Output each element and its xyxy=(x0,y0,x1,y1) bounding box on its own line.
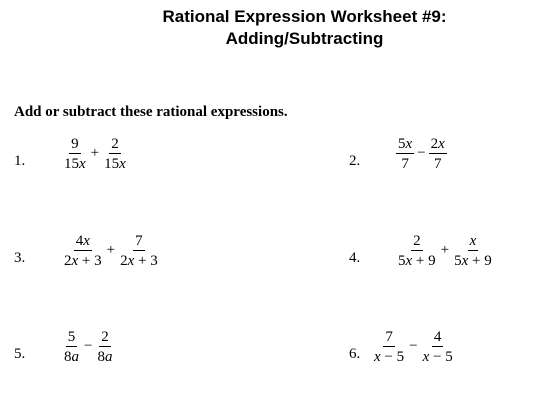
problem-number: 2. xyxy=(349,153,361,169)
numerator: 9 xyxy=(71,136,79,152)
fraction-right xyxy=(117,232,161,271)
denominator: 15x xyxy=(104,156,126,172)
denominator: x − 5 xyxy=(422,349,453,365)
problem-number: 3. xyxy=(14,250,26,266)
expression xyxy=(395,232,495,271)
fraction-right xyxy=(428,135,448,174)
expression xyxy=(371,328,456,367)
fraction-right xyxy=(451,232,495,271)
numerator: 4 xyxy=(433,329,442,345)
denominator: 5x + 9 xyxy=(398,253,436,269)
worksheet-title xyxy=(0,6,537,50)
numerator: 5x xyxy=(398,136,413,152)
operator: − xyxy=(417,145,426,161)
expression xyxy=(395,135,448,174)
numerator: 2 xyxy=(413,233,421,249)
denominator: 15x xyxy=(64,156,86,172)
denominator: 8a xyxy=(64,349,79,365)
fraction-right xyxy=(94,328,115,367)
expression xyxy=(61,232,161,271)
fraction-left xyxy=(61,232,105,271)
fraction-left xyxy=(395,135,415,174)
operator: + xyxy=(106,242,116,258)
denominator: 8a xyxy=(97,349,113,365)
denominator: 2x + 3 xyxy=(120,253,158,269)
problem-number: 4. xyxy=(349,250,361,266)
fraction-right xyxy=(420,328,456,367)
fraction-left xyxy=(61,328,82,367)
title-line-2: Adding/Subtracting xyxy=(225,29,384,48)
problem-number: 5. xyxy=(14,346,26,362)
fraction-left xyxy=(61,135,89,174)
numerator: 2 xyxy=(111,136,119,152)
fraction-left xyxy=(371,328,407,367)
numerator: 2 xyxy=(101,329,109,345)
denominator: x − 5 xyxy=(374,349,405,365)
denominator: 7 xyxy=(433,156,442,172)
title-line-1: Rational Expression Worksheet #9: xyxy=(162,7,447,26)
fraction-left xyxy=(395,232,439,271)
numerator: x xyxy=(469,233,477,249)
problem-number: 6. xyxy=(349,346,361,362)
fraction-right xyxy=(101,135,129,174)
operator: − xyxy=(409,338,418,354)
numerator: 5 xyxy=(67,329,76,345)
denominator: 7 xyxy=(401,156,409,172)
denominator: 2x + 3 xyxy=(64,253,102,269)
operator: − xyxy=(84,338,93,354)
numerator: 7 xyxy=(385,329,393,345)
problem-number: 1. xyxy=(14,153,26,169)
operator: + xyxy=(440,242,450,258)
expression xyxy=(61,135,129,174)
denominator: 5x + 9 xyxy=(454,253,492,269)
numerator: 4x xyxy=(75,233,90,249)
expression xyxy=(61,328,115,367)
numerator: 7 xyxy=(135,233,143,249)
operator: + xyxy=(90,145,100,161)
instructions: Add or subtract these rational expressions. xyxy=(14,104,288,120)
numerator: 2x xyxy=(430,136,445,152)
